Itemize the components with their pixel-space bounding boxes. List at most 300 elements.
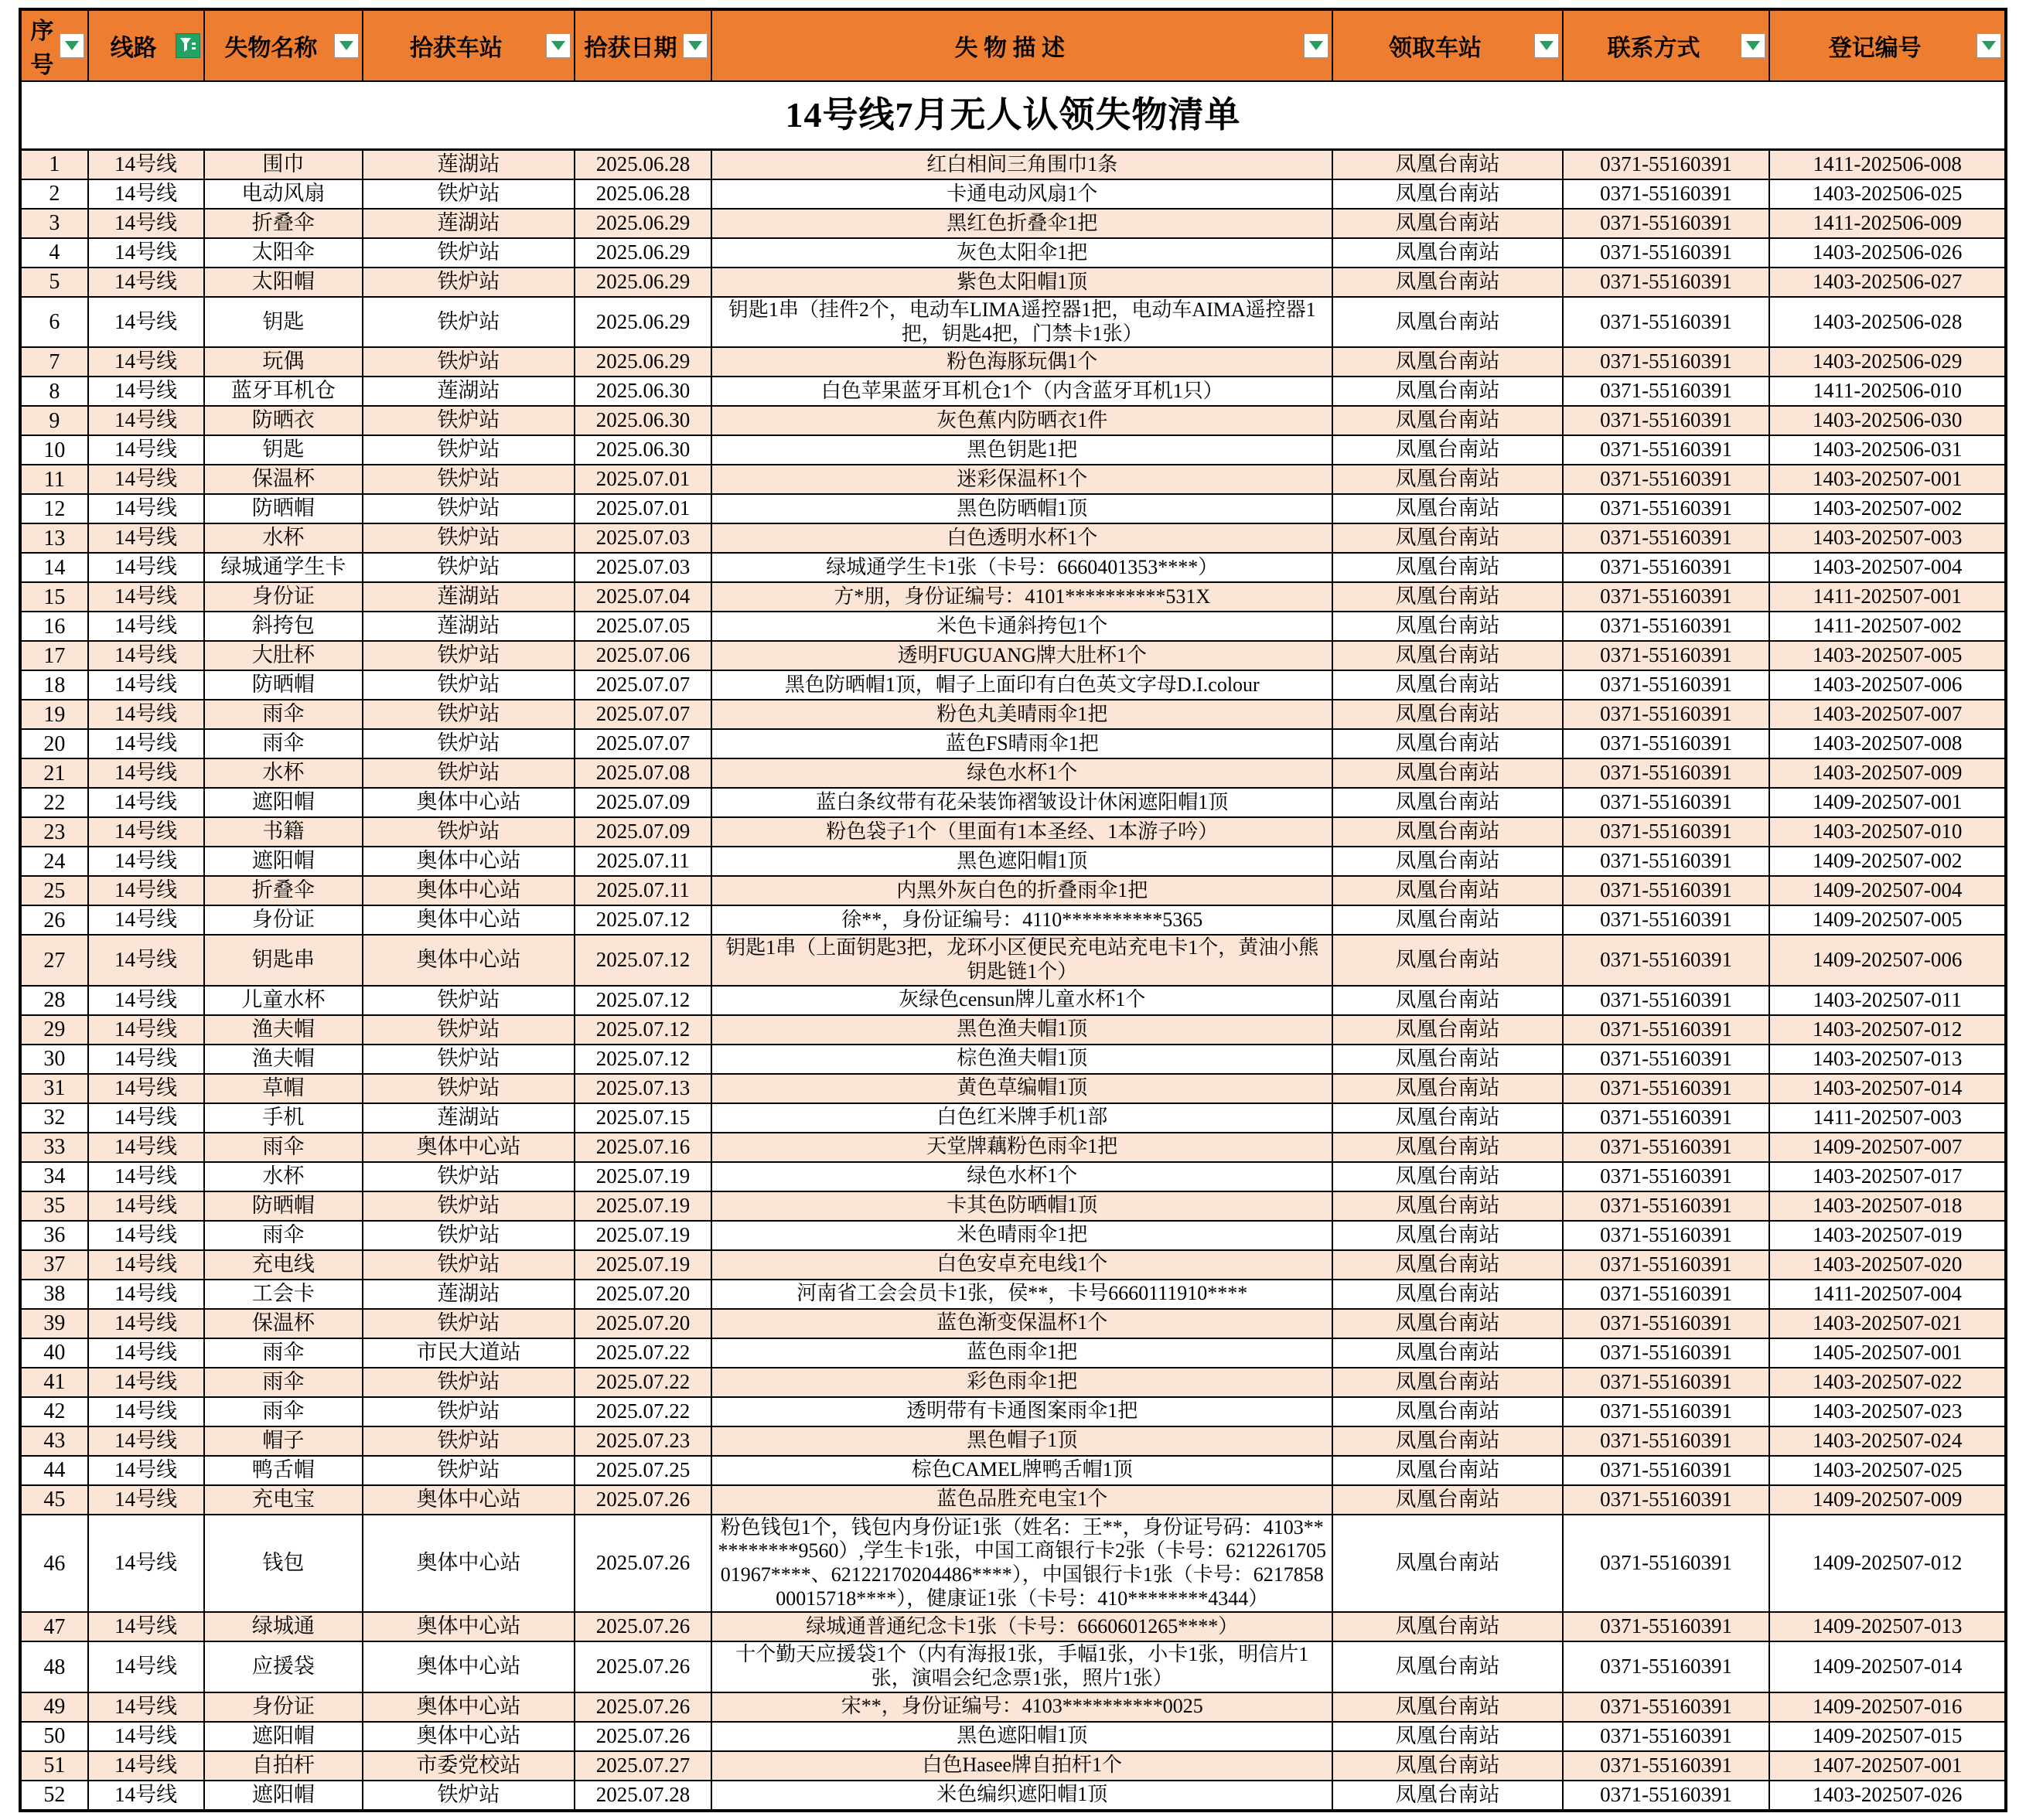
cell-reg_no: 1409-202507-016: [1769, 1692, 2006, 1722]
cell-contact: 0371-55160391: [1563, 297, 1770, 347]
cell-line: 14号线: [88, 1074, 204, 1103]
cell-found_station: 莲湖站: [363, 1103, 574, 1133]
cell-contact: 0371-55160391: [1563, 758, 1770, 788]
cell-seq: 39: [20, 1309, 88, 1338]
cell-claim_station: 凤凰台南站: [1332, 670, 1563, 700]
cell-claim_station: 凤凰台南站: [1332, 1692, 1563, 1722]
cell-found_station: 莲湖站: [363, 1280, 574, 1309]
cell-reg_no: 1409-202507-006: [1769, 935, 2006, 985]
cell-claim_station: 凤凰台南站: [1332, 1133, 1563, 1162]
table-row: [20, 758, 2006, 788]
cell-description: 十个勤天应援袋1个（内有海报1张，手幅1张，小卡1张，明信片1张，演唱会纪念票1张，照片1张）: [711, 1641, 1332, 1692]
cell-description: 迷彩保温杯1个: [711, 465, 1332, 494]
cell-found_date: 2025.07.26: [575, 1692, 712, 1722]
cell-found_station: 奥体中心站: [363, 1722, 574, 1751]
cell-seq: 9: [20, 406, 88, 435]
column-header-reg-no: [1769, 9, 2006, 81]
cell-found_date: 2025.06.30: [575, 406, 712, 435]
cell-reg_no: 1409-202507-013: [1769, 1612, 2006, 1641]
cell-found_station: 铁炉站: [363, 758, 574, 788]
cell-line: 14号线: [88, 268, 204, 297]
cell-found_date: 2025.07.22: [575, 1397, 712, 1426]
cell-contact: 0371-55160391: [1563, 1692, 1770, 1722]
cell-found_date: 2025.07.23: [575, 1426, 712, 1456]
cell-item: 钱包: [204, 1515, 363, 1613]
filter-button-line-active[interactable]: [176, 33, 200, 58]
cell-line: 14号线: [88, 1103, 204, 1133]
cell-found_station: 铁炉站: [363, 1456, 574, 1485]
cell-found_date: 2025.06.28: [575, 179, 712, 209]
cell-line: 14号线: [88, 1015, 204, 1045]
table-row: [20, 670, 2006, 700]
cell-seq: 35: [20, 1191, 88, 1221]
cell-reg_no: 1411-202507-002: [1769, 612, 2006, 641]
cell-found_station: 铁炉站: [363, 1781, 574, 1811]
cell-found_station: 奥体中心站: [363, 935, 574, 985]
cell-seq: 20: [20, 729, 88, 758]
cell-found_date: 2025.07.11: [575, 876, 712, 905]
cell-contact: 0371-55160391: [1563, 670, 1770, 700]
cell-seq: 40: [20, 1338, 88, 1368]
cell-found_station: 铁炉站: [363, 465, 574, 494]
table-row: [20, 1515, 2006, 1613]
cell-contact: 0371-55160391: [1563, 1397, 1770, 1426]
column-label-claim-station: 领取车站: [1388, 36, 1482, 61]
cell-item: 防晒帽: [204, 670, 363, 700]
cell-found_station: 铁炉站: [363, 1368, 574, 1397]
cell-seq: 49: [20, 1692, 88, 1722]
cell-seq: 24: [20, 847, 88, 876]
table-row: [20, 1722, 2006, 1751]
cell-claim_station: 凤凰台南站: [1332, 465, 1563, 494]
cell-found_station: 铁炉站: [363, 729, 574, 758]
cell-item: 雨伞: [204, 1221, 363, 1250]
chevron-down-icon: [1540, 41, 1554, 50]
cell-seq: 16: [20, 612, 88, 641]
cell-seq: 38: [20, 1280, 88, 1309]
cell-found_station: 铁炉站: [363, 238, 574, 268]
cell-description: 透明FUGUANG牌大肚杯1个: [711, 641, 1332, 670]
table-row: [20, 788, 2006, 817]
cell-contact: 0371-55160391: [1563, 1485, 1770, 1515]
cell-contact: 0371-55160391: [1563, 817, 1770, 847]
cell-found_date: 2025.06.29: [575, 297, 712, 347]
cell-contact: 0371-55160391: [1563, 1426, 1770, 1456]
cell-seq: 37: [20, 1250, 88, 1280]
table-row: [20, 817, 2006, 847]
cell-found_station: 铁炉站: [363, 494, 574, 523]
cell-description: 白色安卓充电线1个: [711, 1250, 1332, 1280]
filter-button-seq[interactable]: [60, 33, 84, 58]
cell-line: 14号线: [88, 876, 204, 905]
table-row: [20, 179, 2006, 209]
cell-description: 蓝色渐变保温杯1个: [711, 1309, 1332, 1338]
cell-contact: 0371-55160391: [1563, 179, 1770, 209]
cell-found_date: 2025.07.13: [575, 1074, 712, 1103]
cell-claim_station: 凤凰台南站: [1332, 1162, 1563, 1191]
cell-found_station: 铁炉站: [363, 523, 574, 553]
filter-button-description[interactable]: [1304, 33, 1328, 58]
cell-seq: 32: [20, 1103, 88, 1133]
cell-reg_no: 1403-202507-012: [1769, 1015, 2006, 1045]
cell-claim_station: 凤凰台南站: [1332, 847, 1563, 876]
cell-contact: 0371-55160391: [1563, 1456, 1770, 1485]
cell-item: 水杯: [204, 523, 363, 553]
cell-seq: 36: [20, 1221, 88, 1250]
cell-found_station: 莲湖站: [363, 377, 574, 406]
cell-claim_station: 凤凰台南站: [1332, 377, 1563, 406]
cell-contact: 0371-55160391: [1563, 612, 1770, 641]
lost-items-table: [19, 8, 2007, 1812]
cell-reg_no: 1403-202507-003: [1769, 523, 2006, 553]
cell-line: 14号线: [88, 1250, 204, 1280]
cell-found_date: 2025.07.06: [575, 641, 712, 670]
cell-item: 雨伞: [204, 1338, 363, 1368]
cell-item: 自拍杆: [204, 1751, 363, 1781]
table-row: [20, 1103, 2006, 1133]
cell-found_date: 2025.07.09: [575, 788, 712, 817]
cell-contact: 0371-55160391: [1563, 553, 1770, 582]
filter-button-contact[interactable]: [1741, 33, 1765, 58]
cell-description: 米色卡通斜挎包1个: [711, 612, 1332, 641]
cell-item: 身份证: [204, 1692, 363, 1722]
cell-claim_station: 凤凰台南站: [1332, 758, 1563, 788]
cell-seq: 41: [20, 1368, 88, 1397]
cell-contact: 0371-55160391: [1563, 494, 1770, 523]
cell-item: 太阳帽: [204, 268, 363, 297]
cell-found_station: 铁炉站: [363, 179, 574, 209]
cell-found_station: 铁炉站: [363, 817, 574, 847]
table-row: [20, 612, 2006, 641]
cell-item: 充电线: [204, 1250, 363, 1280]
cell-found_date: 2025.07.19: [575, 1162, 712, 1191]
cell-claim_station: 凤凰台南站: [1332, 1309, 1563, 1338]
cell-item: 围巾: [204, 150, 363, 180]
cell-found_station: 市民大道站: [363, 1338, 574, 1368]
cell-description: 黑色遮阳帽1顶: [711, 1722, 1332, 1751]
cell-item: 大肚杯: [204, 641, 363, 670]
cell-line: 14号线: [88, 986, 204, 1015]
cell-found_date: 2025.07.05: [575, 612, 712, 641]
cell-claim_station: 凤凰台南站: [1332, 1045, 1563, 1074]
cell-found_station: 铁炉站: [363, 1015, 574, 1045]
cell-claim_station: 凤凰台南站: [1332, 986, 1563, 1015]
cell-found_date: 2025.07.07: [575, 670, 712, 700]
cell-contact: 0371-55160391: [1563, 1781, 1770, 1811]
filter-button-reg-no[interactable]: [1977, 33, 2001, 58]
header-row: [20, 9, 2006, 81]
cell-seq: 25: [20, 876, 88, 905]
cell-line: 14号线: [88, 553, 204, 582]
cell-description: 紫色太阳帽1顶: [711, 268, 1332, 297]
cell-reg_no: 1411-202507-004: [1769, 1280, 2006, 1309]
cell-contact: 0371-55160391: [1563, 847, 1770, 876]
cell-claim_station: 凤凰台南站: [1332, 347, 1563, 377]
cell-contact: 0371-55160391: [1563, 1338, 1770, 1368]
cell-description: 蓝色品胜充电宝1个: [711, 1485, 1332, 1515]
table-row: [20, 1692, 2006, 1722]
cell-found_station: 莲湖站: [363, 209, 574, 238]
cell-item: 蓝牙耳机仓: [204, 377, 363, 406]
cell-reg_no: 1409-202507-015: [1769, 1722, 2006, 1751]
cell-line: 14号线: [88, 612, 204, 641]
cell-claim_station: 凤凰台南站: [1332, 876, 1563, 905]
cell-contact: 0371-55160391: [1563, 377, 1770, 406]
cell-description: 天堂牌藕粉色雨伞1把: [711, 1133, 1332, 1162]
cell-claim_station: 凤凰台南站: [1332, 700, 1563, 729]
cell-item: 钥匙串: [204, 935, 363, 985]
cell-reg_no: 1403-202507-014: [1769, 1074, 2006, 1103]
cell-description: 蓝色FS晴雨伞1把: [711, 729, 1332, 758]
cell-found_date: 2025.07.19: [575, 1191, 712, 1221]
cell-claim_station: 凤凰台南站: [1332, 523, 1563, 553]
cell-description: 米色晴雨伞1把: [711, 1221, 1332, 1250]
cell-contact: 0371-55160391: [1563, 523, 1770, 553]
cell-description: 黑色防晒帽1顶: [711, 494, 1332, 523]
cell-line: 14号线: [88, 847, 204, 876]
table-row: [20, 1309, 2006, 1338]
cell-item: 雨伞: [204, 1133, 363, 1162]
cell-found_station: 铁炉站: [363, 1221, 574, 1250]
cell-item: 遮阳帽: [204, 847, 363, 876]
cell-found_station: 奥体中心站: [363, 1133, 574, 1162]
cell-claim_station: 凤凰台南站: [1332, 788, 1563, 817]
cell-description: 宋**，身份证编号：4103**********0025: [711, 1692, 1332, 1722]
cell-contact: 0371-55160391: [1563, 1015, 1770, 1045]
cell-found_station: 铁炉站: [363, 700, 574, 729]
cell-claim_station: 凤凰台南站: [1332, 612, 1563, 641]
cell-reg_no: 1403-202507-022: [1769, 1368, 2006, 1397]
cell-contact: 0371-55160391: [1563, 1368, 1770, 1397]
cell-line: 14号线: [88, 1221, 204, 1250]
table-row: [20, 406, 2006, 435]
cell-line: 14号线: [88, 209, 204, 238]
cell-seq: 8: [20, 377, 88, 406]
table-row: [20, 641, 2006, 670]
cell-found_station: 莲湖站: [363, 150, 574, 180]
cell-seq: 22: [20, 788, 88, 817]
cell-found_date: 2025.07.26: [575, 1722, 712, 1751]
cell-found_station: 铁炉站: [363, 670, 574, 700]
cell-claim_station: 凤凰台南站: [1332, 1338, 1563, 1368]
cell-reg_no: 1409-202507-007: [1769, 1133, 2006, 1162]
cell-description: 绿城通普通纪念卡1张（卡号：6660601265****）: [711, 1612, 1332, 1641]
cell-description: 黑色帽子1顶: [711, 1426, 1332, 1456]
column-label-contact: 联系方式: [1607, 36, 1700, 61]
cell-description: 绿城通学生卡1张（卡号：6660401353****）: [711, 553, 1332, 582]
cell-claim_station: 凤凰台南站: [1332, 268, 1563, 297]
cell-found_date: 2025.07.20: [575, 1309, 712, 1338]
cell-reg_no: 1403-202506-029: [1769, 347, 2006, 377]
cell-found_station: 铁炉站: [363, 406, 574, 435]
cell-contact: 0371-55160391: [1563, 1515, 1770, 1613]
table-row: [20, 1426, 2006, 1456]
chevron-down-icon: [65, 41, 79, 50]
cell-line: 14号线: [88, 1162, 204, 1191]
cell-found_date: 2025.07.27: [575, 1751, 712, 1781]
table-row: [20, 1485, 2006, 1515]
cell-contact: 0371-55160391: [1563, 268, 1770, 297]
cell-found_date: 2025.06.28: [575, 150, 712, 180]
cell-contact: 0371-55160391: [1563, 1641, 1770, 1692]
cell-line: 14号线: [88, 905, 204, 935]
table-row: [20, 1781, 2006, 1811]
cell-reg_no: 1403-202507-026: [1769, 1781, 2006, 1811]
table-row: [20, 268, 2006, 297]
cell-reg_no: 1403-202507-017: [1769, 1162, 2006, 1191]
cell-found_station: 莲湖站: [363, 612, 574, 641]
cell-reg_no: 1403-202507-023: [1769, 1397, 2006, 1426]
cell-contact: 0371-55160391: [1563, 1103, 1770, 1133]
cell-line: 14号线: [88, 1722, 204, 1751]
cell-contact: 0371-55160391: [1563, 788, 1770, 817]
cell-reg_no: 1403-202507-020: [1769, 1250, 2006, 1280]
cell-found_date: 2025.07.08: [575, 758, 712, 788]
column-label-reg-no: 登记编号: [1828, 36, 1922, 61]
cell-reg_no: 1403-202506-028: [1769, 297, 2006, 347]
cell-found_station: 铁炉站: [363, 268, 574, 297]
cell-reg_no: 1403-202506-026: [1769, 238, 2006, 268]
cell-claim_station: 凤凰台南站: [1332, 179, 1563, 209]
table-row: [20, 876, 2006, 905]
cell-claim_station: 凤凰台南站: [1332, 817, 1563, 847]
cell-line: 14号线: [88, 179, 204, 209]
cell-claim_station: 凤凰台南站: [1332, 1368, 1563, 1397]
table-row: [20, 553, 2006, 582]
cell-reg_no: 1403-202506-030: [1769, 406, 2006, 435]
cell-found_date: 2025.07.15: [575, 1103, 712, 1133]
cell-claim_station: 凤凰台南站: [1332, 1191, 1563, 1221]
cell-contact: 0371-55160391: [1563, 1133, 1770, 1162]
cell-found_station: 奥体中心站: [363, 1612, 574, 1641]
cell-line: 14号线: [88, 788, 204, 817]
cell-line: 14号线: [88, 1641, 204, 1692]
cell-contact: 0371-55160391: [1563, 406, 1770, 435]
cell-found_date: 2025.07.07: [575, 729, 712, 758]
cell-seq: 34: [20, 1162, 88, 1191]
cell-found_date: 2025.06.30: [575, 377, 712, 406]
cell-claim_station: 凤凰台南站: [1332, 1722, 1563, 1751]
cell-reg_no: 1409-202507-002: [1769, 847, 2006, 876]
cell-found_station: 铁炉站: [363, 1309, 574, 1338]
cell-found_date: 2025.07.25: [575, 1456, 712, 1485]
table-row: [20, 847, 2006, 876]
cell-claim_station: 凤凰台南站: [1332, 553, 1563, 582]
cell-found_station: 铁炉站: [363, 435, 574, 465]
cell-reg_no: 1403-202506-031: [1769, 435, 2006, 465]
cell-found_station: 奥体中心站: [363, 847, 574, 876]
table-row: [20, 209, 2006, 238]
table-row: [20, 1250, 2006, 1280]
cell-seq: 7: [20, 347, 88, 377]
cell-reg_no: 1403-202506-027: [1769, 268, 2006, 297]
cell-contact: 0371-55160391: [1563, 729, 1770, 758]
cell-description: 黄色草编帽1顶: [711, 1074, 1332, 1103]
cell-description: 方*朋，身份证编号：4101**********531X: [711, 582, 1332, 612]
cell-claim_station: 凤凰台南站: [1332, 1426, 1563, 1456]
cell-found_date: 2025.07.19: [575, 1250, 712, 1280]
column-header-line: [88, 9, 204, 81]
cell-item: 水杯: [204, 758, 363, 788]
cell-item: 遮阳帽: [204, 1781, 363, 1811]
cell-item: 折叠伞: [204, 876, 363, 905]
cell-found_date: 2025.06.29: [575, 268, 712, 297]
chevron-down-icon: [551, 41, 565, 50]
cell-claim_station: 凤凰台南站: [1332, 297, 1563, 347]
cell-reg_no: 1411-202507-003: [1769, 1103, 2006, 1133]
column-label-seq: 序号: [30, 19, 54, 78]
cell-contact: 0371-55160391: [1563, 905, 1770, 935]
cell-found_date: 2025.07.09: [575, 817, 712, 847]
cell-seq: 45: [20, 1485, 88, 1515]
cell-seq: 1: [20, 150, 88, 180]
cell-item: 防晒帽: [204, 1191, 363, 1221]
cell-line: 14号线: [88, 1280, 204, 1309]
cell-item: 太阳伞: [204, 238, 363, 268]
cell-found_station: 铁炉站: [363, 986, 574, 1015]
cell-contact: 0371-55160391: [1563, 1162, 1770, 1191]
cell-claim_station: 凤凰台南站: [1332, 1641, 1563, 1692]
cell-reg_no: 1403-202507-004: [1769, 553, 2006, 582]
title-row: [20, 81, 2006, 150]
cell-reg_no: 1403-202507-013: [1769, 1045, 2006, 1074]
cell-description: 棕色CAMEL牌鸭舌帽1顶: [711, 1456, 1332, 1485]
cell-found_date: 2025.07.12: [575, 905, 712, 935]
cell-line: 14号线: [88, 817, 204, 847]
cell-claim_station: 凤凰台南站: [1332, 1397, 1563, 1426]
cell-seq: 17: [20, 641, 88, 670]
cell-claim_station: 凤凰台南站: [1332, 1751, 1563, 1781]
cell-found_date: 2025.06.29: [575, 238, 712, 268]
cell-claim_station: 凤凰台南站: [1332, 1456, 1563, 1485]
cell-claim_station: 凤凰台南站: [1332, 1103, 1563, 1133]
cell-reg_no: 1409-202507-014: [1769, 1641, 2006, 1692]
cell-line: 14号线: [88, 1515, 204, 1613]
cell-description: 卡其色防晒帽1顶: [711, 1191, 1332, 1221]
cell-found_date: 2025.07.12: [575, 986, 712, 1015]
cell-item: 水杯: [204, 1162, 363, 1191]
cell-found_station: 奥体中心站: [363, 788, 574, 817]
cell-contact: 0371-55160391: [1563, 1191, 1770, 1221]
cell-description: 绿色水杯1个: [711, 758, 1332, 788]
cell-description: 白色红米牌手机1部: [711, 1103, 1332, 1133]
cell-found_date: 2025.07.07: [575, 700, 712, 729]
table-row: [20, 1280, 2006, 1309]
cell-found_date: 2025.07.12: [575, 935, 712, 985]
cell-found_station: 奥体中心站: [363, 905, 574, 935]
filter-button-found-date[interactable]: [683, 33, 708, 58]
table-row: [20, 1397, 2006, 1426]
filter-button-found-station[interactable]: [546, 33, 571, 58]
cell-found_station: 铁炉站: [363, 1397, 574, 1426]
filter-button-claim-station[interactable]: [1534, 33, 1559, 58]
cell-reg_no: 1409-202507-004: [1769, 876, 2006, 905]
cell-claim_station: 凤凰台南站: [1332, 935, 1563, 985]
table-row: [20, 582, 2006, 612]
cell-contact: 0371-55160391: [1563, 1280, 1770, 1309]
column-label-found-date: 拾获日期: [584, 36, 677, 61]
cell-line: 14号线: [88, 238, 204, 268]
cell-claim_station: 凤凰台南站: [1332, 1250, 1563, 1280]
cell-found_date: 2025.07.19: [575, 1221, 712, 1250]
filter-button-item[interactable]: [334, 33, 359, 58]
table-row: [20, 238, 2006, 268]
cell-contact: 0371-55160391: [1563, 1612, 1770, 1641]
cell-seq: 11: [20, 465, 88, 494]
cell-found_date: 2025.07.01: [575, 494, 712, 523]
cell-line: 14号线: [88, 1368, 204, 1397]
cell-found_date: 2025.07.12: [575, 1045, 712, 1074]
